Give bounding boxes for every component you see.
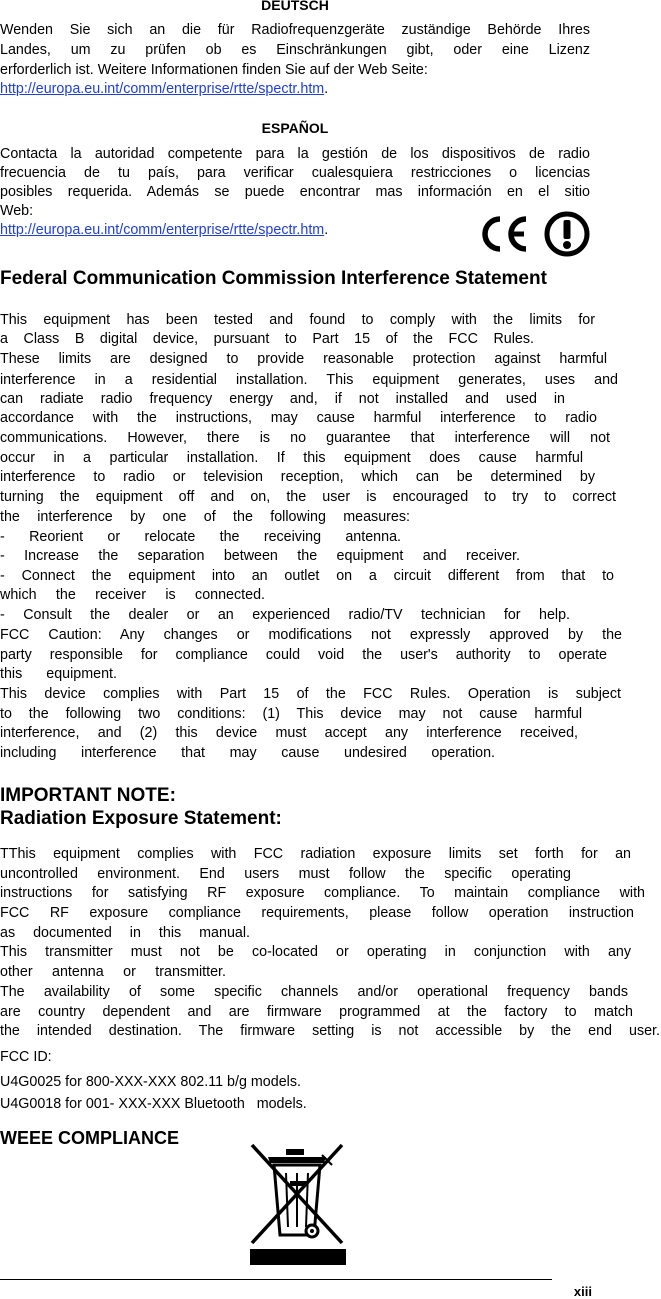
fcc-heading: Federal Communication Commission Interference Statement <box>0 268 547 289</box>
fcc-line: interference in a residential installation. This equipment generates, uses and <box>0 372 618 388</box>
weee-heading: WEEE COMPLIANCE <box>0 1128 180 1148</box>
alert-icon <box>547 214 587 254</box>
fcc-line: This equipment has been tested and found to comply with the limits for <box>0 312 595 328</box>
radiation-line: FCC RF exposure compliance requirements, please follow operation instruction <box>0 905 634 921</box>
fcc-line: This device complies with Part 15 of the FCC Rules. Operation is subject <box>0 686 621 702</box>
fcc-line: which the receiver is connected. <box>0 587 265 603</box>
footer-rule <box>0 1279 552 1280</box>
fcc-measure-item: - Connect the equipment into an outlet on a circuit different from that to <box>0 568 614 584</box>
radiation-line: This transmitter must not be co-located or operating in conjunction with any <box>0 944 631 960</box>
important-note-heading: IMPORTANT NOTE: <box>0 785 176 806</box>
radiation-line: the intended destination. The firmware setting is not accessible by the end user. <box>0 1023 660 1039</box>
fcc-line: the interference by one of the following measures: <box>0 509 410 525</box>
ce-mark-icon <box>485 219 526 249</box>
fcc-id-label: FCC ID: <box>0 1049 52 1065</box>
deutsch-spectr-link[interactable]: http://europa.eu.int/comm/enterprise/rtte/spectr.htm <box>0 81 325 97</box>
fcc-line: accordance with the instructions, may cause harmful interference to radio <box>0 410 597 426</box>
radiation-line: The availability of some specific channels and/or operational frequency bands <box>0 984 628 1000</box>
ce-alert-marks <box>476 210 592 258</box>
radiation-exposure-heading: Radiation Exposure Statement: <box>0 808 282 829</box>
radiation-line: other antenna or transmitter. <box>0 964 226 980</box>
fcc-line: party responsible for compliance could void the user's authority to operate <box>0 647 607 663</box>
espanol-line: Web: <box>0 203 34 219</box>
fcc-id-entry: U4G0025 for 800-XXX-XXX 802.11 b/g models. <box>0 1074 301 1090</box>
deutsch-line: erforderlich ist. Weitere Informationen finden Sie auf der Web Seite: <box>0 62 428 78</box>
fcc-measure-item: - Consult the dealer or an experienced radio/TV technician for help. <box>0 607 570 623</box>
espanol-heading: ESPAÑOL <box>261 120 329 136</box>
fcc-line: can radiate radio frequency energy and, if not installed and used in <box>0 391 565 407</box>
deutsch-line: Wenden Sie sich an die für Radiofrequenzgeräte zuständige Behörde Ihres <box>0 22 590 38</box>
fcc-line: communications. However, there is no guarantee that interference will not <box>0 430 610 446</box>
radiation-line: TThis equipment complies with FCC radiation exposure limits set forth for an <box>0 846 631 862</box>
radiation-line: instructions for satisfying RF exposure compliance. To maintain compliance with <box>0 885 645 901</box>
deutsch-line: Landes, um zu prüfen ob es Einschränkungen gibt, oder eine Lizenz <box>0 42 590 58</box>
espanol-line: posibles requerida. Además se puede encontrar mas información en el sitio <box>0 184 590 200</box>
fcc-line: interference to radio or television reception, which can be determined by <box>0 469 595 485</box>
espanol-line: frecuencia de tu país, para verificar cualesquiera restricciones o licencias <box>0 165 590 181</box>
fcc-line: These limits are designed to provide reasonable protection against harmful <box>0 351 607 367</box>
deutsch-link-period: . <box>324 81 329 97</box>
fcc-line: a Class B digital device, pursuant to Part 15 of the FCC Rules. <box>0 331 534 347</box>
espanol-link-period: . <box>324 222 329 238</box>
fcc-line: this equipment. <box>0 666 117 682</box>
radiation-line: uncontrolled environment. End users must follow the specific operating <box>0 866 571 882</box>
deutsch-link-line <box>0 81 328 98</box>
fcc-measure-item: - Reorient or relocate the receiving antenna. <box>0 529 401 545</box>
fcc-line: interference, and (2) this device must accept any interference received, <box>0 725 578 741</box>
fcc-line: to the following two conditions: (1) This device may not cause harmful <box>0 706 582 722</box>
fcc-id-entry: U4G0018 for 001- XXX-XXX Bluetooth models. <box>0 1096 307 1112</box>
fcc-line: turning the equipment off and on, the user is encouraged to try to correct <box>0 489 616 505</box>
espanol-spectr-link[interactable]: http://europa.eu.int/comm/enterprise/rtte/spectr.htm <box>0 222 325 238</box>
radiation-line: are country dependent and are firmware programmed at the factory to match <box>0 1004 633 1020</box>
espanol-line: Contacta la autoridad competente para la gestión de los dispositivos de radio <box>0 146 590 162</box>
radiation-line: as documented in this manual. <box>0 925 250 941</box>
fcc-measure-item: - Increase the separation between the equipment and receiver. <box>0 548 520 564</box>
page-number: xiii <box>573 1284 592 1299</box>
fcc-line: including interference that may cause undesired operation. <box>0 745 495 761</box>
weee-crossed-bin-icon <box>248 1143 348 1267</box>
fcc-line: occur in a particular installation. If this equipment does cause harmful <box>0 450 583 466</box>
deutsch-heading: DEUTSCH <box>261 0 329 13</box>
fcc-line: FCC Caution: Any changes or modifications not expressly approved by the <box>0 627 622 643</box>
espanol-link-line <box>0 222 328 239</box>
